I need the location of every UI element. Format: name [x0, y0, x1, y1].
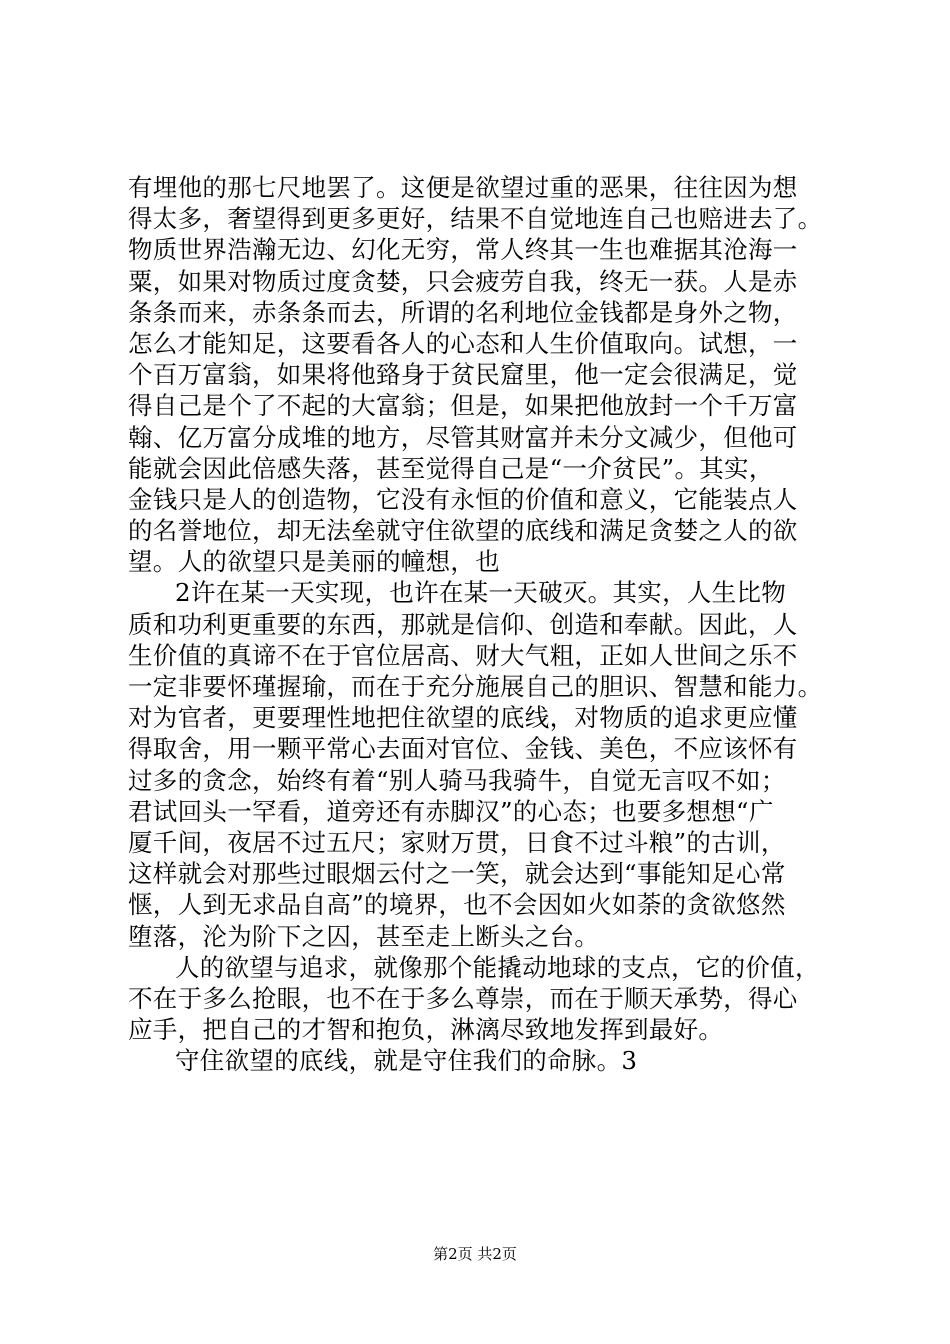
text-line: 不在于多么抢眼，也不在于多么尊崇，而在于顺天承势，得心	[128, 983, 798, 1013]
text-line: 的名誉地位，却无法垒就守住欲望的底线和满足贪婪之人的欲	[128, 516, 798, 546]
text-line: 守住欲望的底线，就是守住我们的命脉。3	[175, 1046, 638, 1076]
document-body	[128, 172, 848, 1076]
text-line: 一定非要怀瑾握瑜，而在于充分施展自己的胆识、智慧和能力。	[128, 672, 823, 701]
paragraph	[128, 952, 848, 1046]
text-line: 物质世界浩瀚无边、幻化无穷，常人终其一生也难据其沧海一	[128, 235, 798, 265]
text-line: 君试回头一罕看，道旁还有赤脚汉”的心态；也要多想想“广	[128, 796, 774, 826]
text-line: 得自己是个了不起的大富翁；但是，如果把他放封一个千万富	[128, 391, 798, 421]
text-line: 2许在某一天实现，也许在某一天破灭。其实，人生比物	[175, 578, 787, 608]
text-line: 惬，人到无求品自高”的境界，也不会因如火如荼的贪欲悠然	[128, 890, 786, 920]
text-line: 有埋他的那七尺地罢了。这便是欲望过重的恶果，往往因为想	[128, 173, 798, 202]
text-line: 人的欲望与追求，就像那个能撬动地球的支点，它的价值，	[175, 952, 820, 982]
text-line: 翰、亿万富分成堆的地方，尽管其财富并未分文减少，但他可	[128, 422, 798, 452]
text-line: 望。人的欲望只是美丽的幢想，也	[128, 547, 500, 577]
paragraph	[128, 1045, 848, 1076]
text-line: 得太多，奢望得到更多更好，结果不自觉地连自己也赔进去了。	[128, 204, 823, 234]
text-line: 厦千间，夜居不过五尺；家财万贯，日食不过斗粮”的古训，	[128, 827, 786, 857]
text-line: 生价值的真谛不在于官位居高、财大气粗，正如人世间之乐不	[128, 640, 798, 670]
paragraph	[128, 172, 848, 577]
text-line: 怎么才能知足，这要看各人的心态和人生价值取向。试想，一	[128, 328, 798, 358]
text-line: 条条而来，赤条条而去，所谓的名利地位金钱都是身外之物，	[128, 297, 798, 327]
paragraph	[128, 577, 848, 951]
text-line: 个百万富翁，如果将他臵身于贫民窟里，他一定会很满足，觉	[128, 360, 798, 390]
text-line: 得取舍，用一颗平常心去面对官位、金钱、美色，不应该怀有	[128, 734, 798, 764]
text-line: 质和功利更重要的东西，那就是信仰、创造和奉献。因此，人	[128, 609, 798, 639]
text-line: 对为官者，更要理性地把住欲望的底线，对物质的追求更应懂	[128, 703, 798, 733]
text-line: 应手，把自己的才智和抱负，淋漓尽致地发挥到最好。	[128, 1015, 724, 1045]
text-line: 能就会因此倍感失落，甚至觉得自己是“一介贫民”。其实，	[128, 453, 774, 483]
text-line: 堕落，沦为阶下之囚，甚至走上断头之台。	[128, 921, 600, 951]
text-line: 粟，如果对物质过度贪婪，只会疲劳自我，终无一获。人是赤	[128, 266, 798, 296]
text-line: 金钱只是人的创造物，它没有永恒的价值和意义，它能装点人	[128, 484, 798, 514]
text-line: 过多的贪念，始终有着“别人骑马我骑牛，自觉无言叹不如；	[128, 765, 786, 795]
text-line: 这样就会对那些过眼烟云付之一笑，就会达到“事能知足心常	[128, 859, 786, 889]
page-footer: 第2页 共2页	[433, 1245, 517, 1263]
